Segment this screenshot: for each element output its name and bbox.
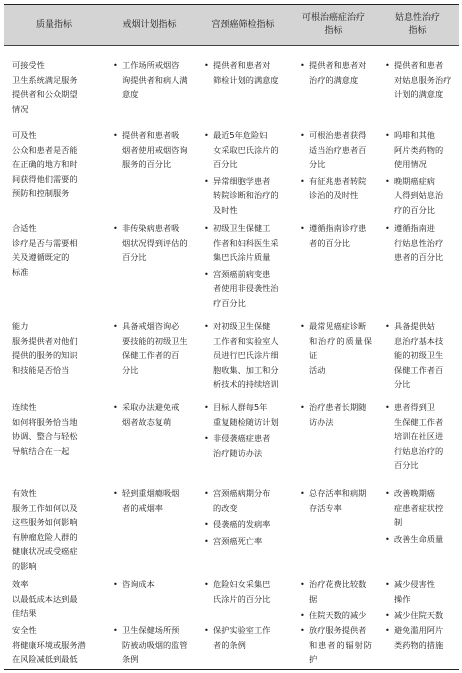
bullet-text-line: 最常见癌症诊断 <box>309 321 367 331</box>
bullet-text-line: 改善晚期癌 <box>394 488 435 498</box>
bullet-item <box>385 400 455 473</box>
bullet-item <box>204 486 287 515</box>
bullet-text-line: 宫颈癌前病变患 <box>213 268 271 279</box>
bullet-text-line: 非侵袭癌症患者 <box>213 433 271 444</box>
bullet-text-line: 访办法 <box>309 416 334 427</box>
bullet-text-line: 患者得到卫 <box>394 402 435 412</box>
indicator-description: 诊疗是否与需要相 <box>12 237 78 248</box>
bullet-icon: • <box>300 321 305 331</box>
bullet-item <box>204 623 287 652</box>
bullet-text-line: 和治疗的质量保证 <box>309 335 372 361</box>
header-cervical-screening: 宫颈癌筛检指标 <box>211 19 275 30</box>
bullet-text-line: 有征兆患者转院 <box>309 175 367 186</box>
indicator-cell <box>4 58 104 116</box>
indicator-description: 健康状况或受癌症 <box>12 546 78 557</box>
bullet-text-line: 烟者故态复萌 <box>122 416 172 427</box>
indicator-detail-cell <box>376 623 459 654</box>
bullet-text-line: 对初级卫生保健 <box>213 321 271 331</box>
bullet-icon: • <box>300 60 305 70</box>
bullet-text-line: 晚期癌症病 <box>394 175 435 186</box>
bullet-text-line: 重复随检随访计划 <box>213 416 279 427</box>
bullet-text-line: 据 <box>309 593 318 604</box>
bullet-text-line: 作者和妇科医生采 <box>213 237 279 248</box>
bullet-icon: • <box>300 130 305 140</box>
bullet-item <box>385 221 455 265</box>
indicator-detail-cell <box>376 319 459 394</box>
bullet-icon: • <box>113 321 118 331</box>
bullet-icon: • <box>385 533 390 544</box>
bullet-text-line: 吗啡和其他 <box>394 130 435 140</box>
bullet-icon: • <box>113 130 118 140</box>
bullet-item <box>204 577 287 606</box>
bullet-item <box>385 319 455 392</box>
bullet-text-line: 放疗服务提供者 <box>309 625 367 635</box>
bullet-text-line: 百分比 <box>122 252 147 263</box>
indicator-cell <box>4 319 104 377</box>
indicator-detail-cell <box>195 623 291 654</box>
indicator-detail-cell <box>104 577 195 594</box>
indicator-detail-cell <box>376 400 459 475</box>
bullet-text-line: 诊治的及时性 <box>309 190 359 201</box>
bullet-text-line: 治疗花费比较数 <box>309 579 367 589</box>
indicator-cell <box>4 577 104 621</box>
bullet-icon: • <box>385 321 390 331</box>
bullet-text-line: 烟状况得到评估的 <box>122 237 188 248</box>
bullet-item <box>300 486 372 515</box>
bullet-item <box>113 58 191 102</box>
indicator-detail-cell <box>376 128 459 220</box>
bullet-item <box>204 534 287 549</box>
bullet-text-line: 患者的百分比 <box>394 252 444 263</box>
bullet-icon: • <box>385 488 390 498</box>
header-palliative <box>376 5 459 45</box>
bullet-icon: • <box>300 175 305 186</box>
indicator-detail-cell <box>376 577 459 625</box>
bullet-text-line: 症患者症状控 <box>394 502 444 513</box>
bullet-icon: • <box>300 402 305 412</box>
indicator-detail-cell <box>376 58 459 104</box>
bullet-text-line: 具备提供姑 <box>394 321 435 331</box>
indicator-description: 服务工作如何以及 <box>12 502 78 513</box>
bullet-icon: • <box>385 625 390 635</box>
bullet-text-line: 分比 <box>309 159 326 170</box>
bullet-icon: • <box>204 519 209 530</box>
indicator-title: 效率 <box>12 579 29 589</box>
bullet-text-line: 防被动吸烟的监管 <box>122 639 188 650</box>
indicator-detail-cell <box>195 128 291 220</box>
bullet-text-line: 人得到姑息治 <box>394 190 444 201</box>
bullet-text-line: 及时性 <box>213 204 238 215</box>
bullet-text-line: 可根治患者获得 <box>309 130 367 140</box>
bullet-text-line: 异常细胞学患者 <box>213 175 271 186</box>
indicator-description: 将健康环境或服务潜 <box>12 639 86 650</box>
bullet-item <box>385 174 455 218</box>
bullet-item <box>113 400 191 429</box>
bullet-text-line: 治疗随访办法 <box>213 447 263 458</box>
bullet-icon: • <box>204 402 209 412</box>
bullet-icon: • <box>113 223 118 233</box>
bullet-text-line: 行姑息治疗的 <box>394 445 444 456</box>
bullet-text-line: 烟者使用戒烟咨询 <box>122 144 188 155</box>
bullet-icon: • <box>385 610 390 621</box>
bullet-icon: • <box>300 610 305 621</box>
bullet-text-line: 类药物的措施 <box>394 639 444 650</box>
bullet-item <box>113 486 191 515</box>
bullet-text-line: 生保健工作者 <box>394 416 444 427</box>
bullet-item <box>204 128 287 172</box>
indicator-detail-cell <box>291 577 376 625</box>
bullet-text-line: 提供者和患者对 <box>309 60 367 70</box>
bullet-text-line: 治疗的满意度 <box>309 74 359 85</box>
indicator-cell <box>4 128 104 201</box>
indicator-title: 可及性 <box>12 130 37 140</box>
bullet-icon: • <box>113 402 118 412</box>
bullet-item <box>385 608 455 623</box>
bullet-text-line: 减少侵害性 <box>394 579 435 589</box>
bullet-text-line: 分比 <box>122 364 139 375</box>
bullet-item <box>204 431 287 460</box>
bullet-text-line: 住院天数的减少 <box>309 610 367 621</box>
indicator-detail-cell <box>376 221 459 267</box>
bullet-text-line: 疗百分比 <box>213 297 246 308</box>
indicator-detail-cell <box>195 221 291 313</box>
indicator-description: 卫生系统满足服务 <box>12 74 78 85</box>
bullet-text-line: 氏涂片的百分比 <box>213 593 271 604</box>
bullet-text-line: 卫生保健场所预 <box>122 625 180 635</box>
bullet-item <box>300 174 372 203</box>
bullet-text-line: 者使用非侵袭性治 <box>213 283 279 294</box>
bullet-text-line: 适当治疗患者百 <box>309 144 367 155</box>
indicator-detail-cell <box>104 221 195 267</box>
indicator-cell <box>4 400 104 458</box>
indicator-detail-cell <box>104 58 195 104</box>
bullet-text-line: 提供者和患者 <box>394 60 444 70</box>
bullet-item <box>300 400 372 429</box>
indicator-detail-cell <box>195 577 291 608</box>
bullet-item <box>204 267 287 311</box>
bullet-icon: • <box>385 402 390 412</box>
bullet-text-line: 息治疗基本技 <box>394 335 444 346</box>
bullet-text-line: 提供者和患者对 <box>213 60 271 70</box>
bullet-text-line: 侵袭癌的发病率 <box>213 519 271 530</box>
bullet-icon: • <box>204 579 209 589</box>
indicator-detail-cell <box>291 486 376 517</box>
indicator-description: 服务提供者对他们 <box>12 335 78 346</box>
header-curable-cancer <box>291 5 376 45</box>
bullet-text-line: 能的初级卫生 <box>394 350 444 361</box>
header-curable-cancer-text: 可根治癌症治疗指标 <box>301 13 365 36</box>
bullet-text-line: 的改变 <box>213 502 238 513</box>
indicator-description: 协调、整合与轻松 <box>12 431 78 442</box>
indicator-description: 标准 <box>12 266 29 277</box>
bullet-text-line: 对姑息服务治疗 <box>394 74 452 85</box>
indicator-title: 合适性 <box>12 223 37 233</box>
bullet-text-line: 阿片类药物的 <box>394 144 444 155</box>
bullet-item <box>300 577 372 606</box>
bullet-icon: • <box>385 175 390 186</box>
indicator-detail-cell <box>291 400 376 431</box>
bullet-text-line: 培训在社区进 <box>394 431 444 442</box>
indicator-title: 连续性 <box>12 402 37 412</box>
bullet-item <box>113 623 191 667</box>
bullet-item <box>300 221 372 250</box>
indicator-detail-cell <box>291 58 376 89</box>
indicator-description: 如何将服务恰当地 <box>12 416 78 427</box>
table-header <box>4 5 459 46</box>
bullet-text-line: 服务的百分比 <box>122 159 172 170</box>
bullet-text-line: 目标人群每5年 <box>213 402 268 412</box>
bullet-text-line: 疗的百分比 <box>394 204 435 215</box>
bullet-text-line: 询提供者和病人满 <box>122 74 188 85</box>
bullet-text-line: 要技能的初级卫生 <box>122 335 188 346</box>
indicator-description: 这些服务如何影响 <box>12 517 78 528</box>
bullet-text-line: 百分比 <box>394 460 419 471</box>
bullet-text-line: 计划的满意度 <box>394 89 444 100</box>
bullet-text-line: 百分比 <box>213 159 238 170</box>
bullet-item <box>204 58 287 87</box>
bullet-item <box>300 608 372 623</box>
bullet-text-line: 遵循指南进 <box>394 223 435 233</box>
indicator-detail-cell <box>104 486 195 517</box>
indicator-description: 以最低成本达到最 <box>12 593 78 604</box>
bullet-item <box>300 623 372 667</box>
bullet-item <box>385 58 455 102</box>
bullet-text-line: 活动 <box>309 364 326 375</box>
bullet-text-line: 咨询成本 <box>122 579 155 589</box>
bullet-item <box>385 577 455 606</box>
bullet-text-line: 者的戒烟率 <box>122 502 163 513</box>
bullet-icon: • <box>113 625 118 635</box>
bullet-icon: • <box>204 535 209 546</box>
indicator-detail-cell <box>195 400 291 462</box>
bullet-item <box>113 221 191 265</box>
bullet-text-line: 析技术的持续培训 <box>213 379 279 390</box>
bullet-item <box>385 623 455 652</box>
bullet-item <box>113 577 191 592</box>
bullet-item <box>204 221 287 265</box>
bullet-icon: • <box>385 60 390 70</box>
bullet-item <box>204 174 287 218</box>
bullet-icon: • <box>204 321 209 331</box>
bullet-icon: • <box>113 579 118 589</box>
bullet-text-line: 女采取巴氏涂片的 <box>213 144 279 155</box>
bullet-text-line: 保护实验室工作 <box>213 625 271 635</box>
bullet-item <box>385 128 455 172</box>
indicator-detail-cell <box>291 623 376 669</box>
bullet-text-line: 危险妇女采集巴 <box>213 579 271 589</box>
indicator-description: 和技能是否恰当 <box>12 364 70 375</box>
bullet-text-line: 具备戒烟咨询必 <box>122 321 180 331</box>
bullet-text-line: 者的百分比 <box>309 237 350 248</box>
indicator-description: 在正确的地方和时 <box>12 159 78 170</box>
indicator-description: 间获得他们需要的 <box>12 173 78 184</box>
bullet-item <box>113 319 191 377</box>
header-palliative-text: 姑息性治疗指标 <box>394 13 440 36</box>
bullet-text-line: 转院诊断和治疗的 <box>213 190 279 201</box>
bullet-icon: • <box>300 223 305 233</box>
bullet-text-line: 操作 <box>394 593 411 604</box>
bullet-icon: • <box>113 488 118 498</box>
indicator-title: 有效性 <box>12 488 37 498</box>
bullet-text-line: 宫颈癌病期分布 <box>213 488 271 498</box>
bullet-item <box>300 128 372 172</box>
bullet-icon: • <box>385 130 390 140</box>
indicator-detail-cell <box>195 486 291 550</box>
bullet-icon: • <box>204 268 209 279</box>
bullet-item <box>204 319 287 392</box>
indicator-detail-cell <box>195 319 291 394</box>
bullet-text-line: 避免滥用阿片 <box>394 625 444 635</box>
bullet-icon: • <box>385 223 390 233</box>
bullet-text-line: 总存活率和病期 <box>309 488 367 498</box>
bullet-text-line: 工作者和实验室人 <box>213 335 279 346</box>
indicator-detail-cell <box>104 128 195 174</box>
bullet-text-line: 最近5年危险妇 <box>213 130 268 140</box>
bullet-text-line: 行姑息性治疗 <box>394 237 444 248</box>
bullet-text-line: 提供者和患者吸 <box>122 130 180 140</box>
bullet-icon: • <box>300 625 305 635</box>
indicator-cell <box>4 221 104 279</box>
indicator-title: 可接受性 <box>12 60 45 70</box>
bullet-text-line: 条例 <box>122 654 139 665</box>
bullet-item <box>204 517 287 532</box>
bullet-text-line: 减少住院天数 <box>394 610 444 621</box>
indicator-description: 预防和控制服务 <box>12 188 70 199</box>
indicator-description: 提供者和公众期望 <box>12 89 78 100</box>
indicator-detail-cell <box>104 400 195 431</box>
bullet-item <box>385 532 455 547</box>
indicator-detail-cell <box>104 319 195 379</box>
bullet-item <box>204 400 287 429</box>
indicator-description: 公众和患者是否能 <box>12 144 78 155</box>
bullet-text-line: 员进行巴氏涂片细 <box>213 350 279 361</box>
bullet-text-line: 工作场所戒烟咨 <box>122 60 180 70</box>
bullet-text-line: 意度 <box>122 89 139 100</box>
bullet-text-line: 非传染病患者吸 <box>122 223 180 233</box>
bullet-text-line: 采取办法避免戒 <box>122 402 180 412</box>
bullet-text-line: 分比 <box>394 379 411 390</box>
bullet-text-line: 保健工作者的百 <box>122 350 180 361</box>
indicator-description: 关及遵循既定的 <box>12 252 70 263</box>
header-smoking-cessation: 戒烟计划指标 <box>122 19 177 30</box>
bullet-text-line: 和患者的辐射防护 <box>309 639 372 665</box>
indicator-description: 提供的服务的知识 <box>12 350 78 361</box>
bullet-text-line: 存活专率 <box>309 502 342 513</box>
bullet-text-line: 制 <box>394 517 403 528</box>
bullet-text-line: 遵循指南诊疗患 <box>309 223 367 233</box>
bullet-text-line: 轻到重烟瘾吸烟 <box>122 488 180 498</box>
indicator-detail-cell <box>376 486 459 548</box>
bullet-text-line: 者的条例 <box>213 639 246 650</box>
bullet-text-line: 胞收集、加工和分 <box>213 364 279 375</box>
indicator-detail-cell <box>291 221 376 252</box>
bullet-text-line: 集巴氏涂片质量 <box>213 252 271 263</box>
bullet-icon: • <box>204 488 209 498</box>
bullet-item <box>300 319 372 377</box>
bullet-icon: • <box>204 130 209 140</box>
bullet-item <box>113 128 191 172</box>
indicator-description: 佳结果 <box>12 608 37 619</box>
indicator-cell <box>4 623 104 667</box>
bullet-icon: • <box>204 60 209 70</box>
indicator-cell <box>4 486 104 574</box>
indicator-description: 的影响 <box>12 560 37 571</box>
indicator-description: 导航结合在一起 <box>12 445 70 456</box>
bullet-icon: • <box>300 488 305 498</box>
indicator-description: 有肿瘤危险人群的 <box>12 531 78 542</box>
indicator-description: 情况 <box>12 103 29 114</box>
bullet-icon: • <box>204 433 209 444</box>
indicator-detail-cell <box>291 319 376 379</box>
bullet-icon: • <box>204 223 209 233</box>
indicator-description: 在风险减低到最低 <box>12 654 78 665</box>
bullet-icon: • <box>300 579 305 589</box>
bullet-icon: • <box>204 625 209 635</box>
bullet-text-line: 治疗患者长期随 <box>309 402 367 412</box>
indicator-title: 安全性 <box>12 625 37 635</box>
indicator-title: 能力 <box>12 321 29 331</box>
bullet-text-line: 保健工作者百 <box>394 364 444 375</box>
bullet-text-line: 改善生命质量 <box>394 533 444 544</box>
bullet-text-line: 宫颈癌死亡率 <box>213 535 263 546</box>
bullet-item <box>385 486 455 530</box>
bullet-item <box>300 58 372 87</box>
bullet-icon: • <box>113 60 118 70</box>
bullet-icon: • <box>204 175 209 186</box>
bullet-text-line: 筛检计划的满意度 <box>213 74 279 85</box>
bullet-icon: • <box>385 579 390 589</box>
indicator-detail-cell <box>104 623 195 669</box>
quality-indicators-table <box>4 4 459 670</box>
header-quality-indicator: 质量指标 <box>35 19 72 30</box>
bullet-text-line: 使用情况 <box>394 159 427 170</box>
indicator-detail-cell <box>195 58 291 89</box>
bullet-text-line: 初级卫生保健工 <box>213 223 271 233</box>
indicator-detail-cell <box>291 128 376 205</box>
